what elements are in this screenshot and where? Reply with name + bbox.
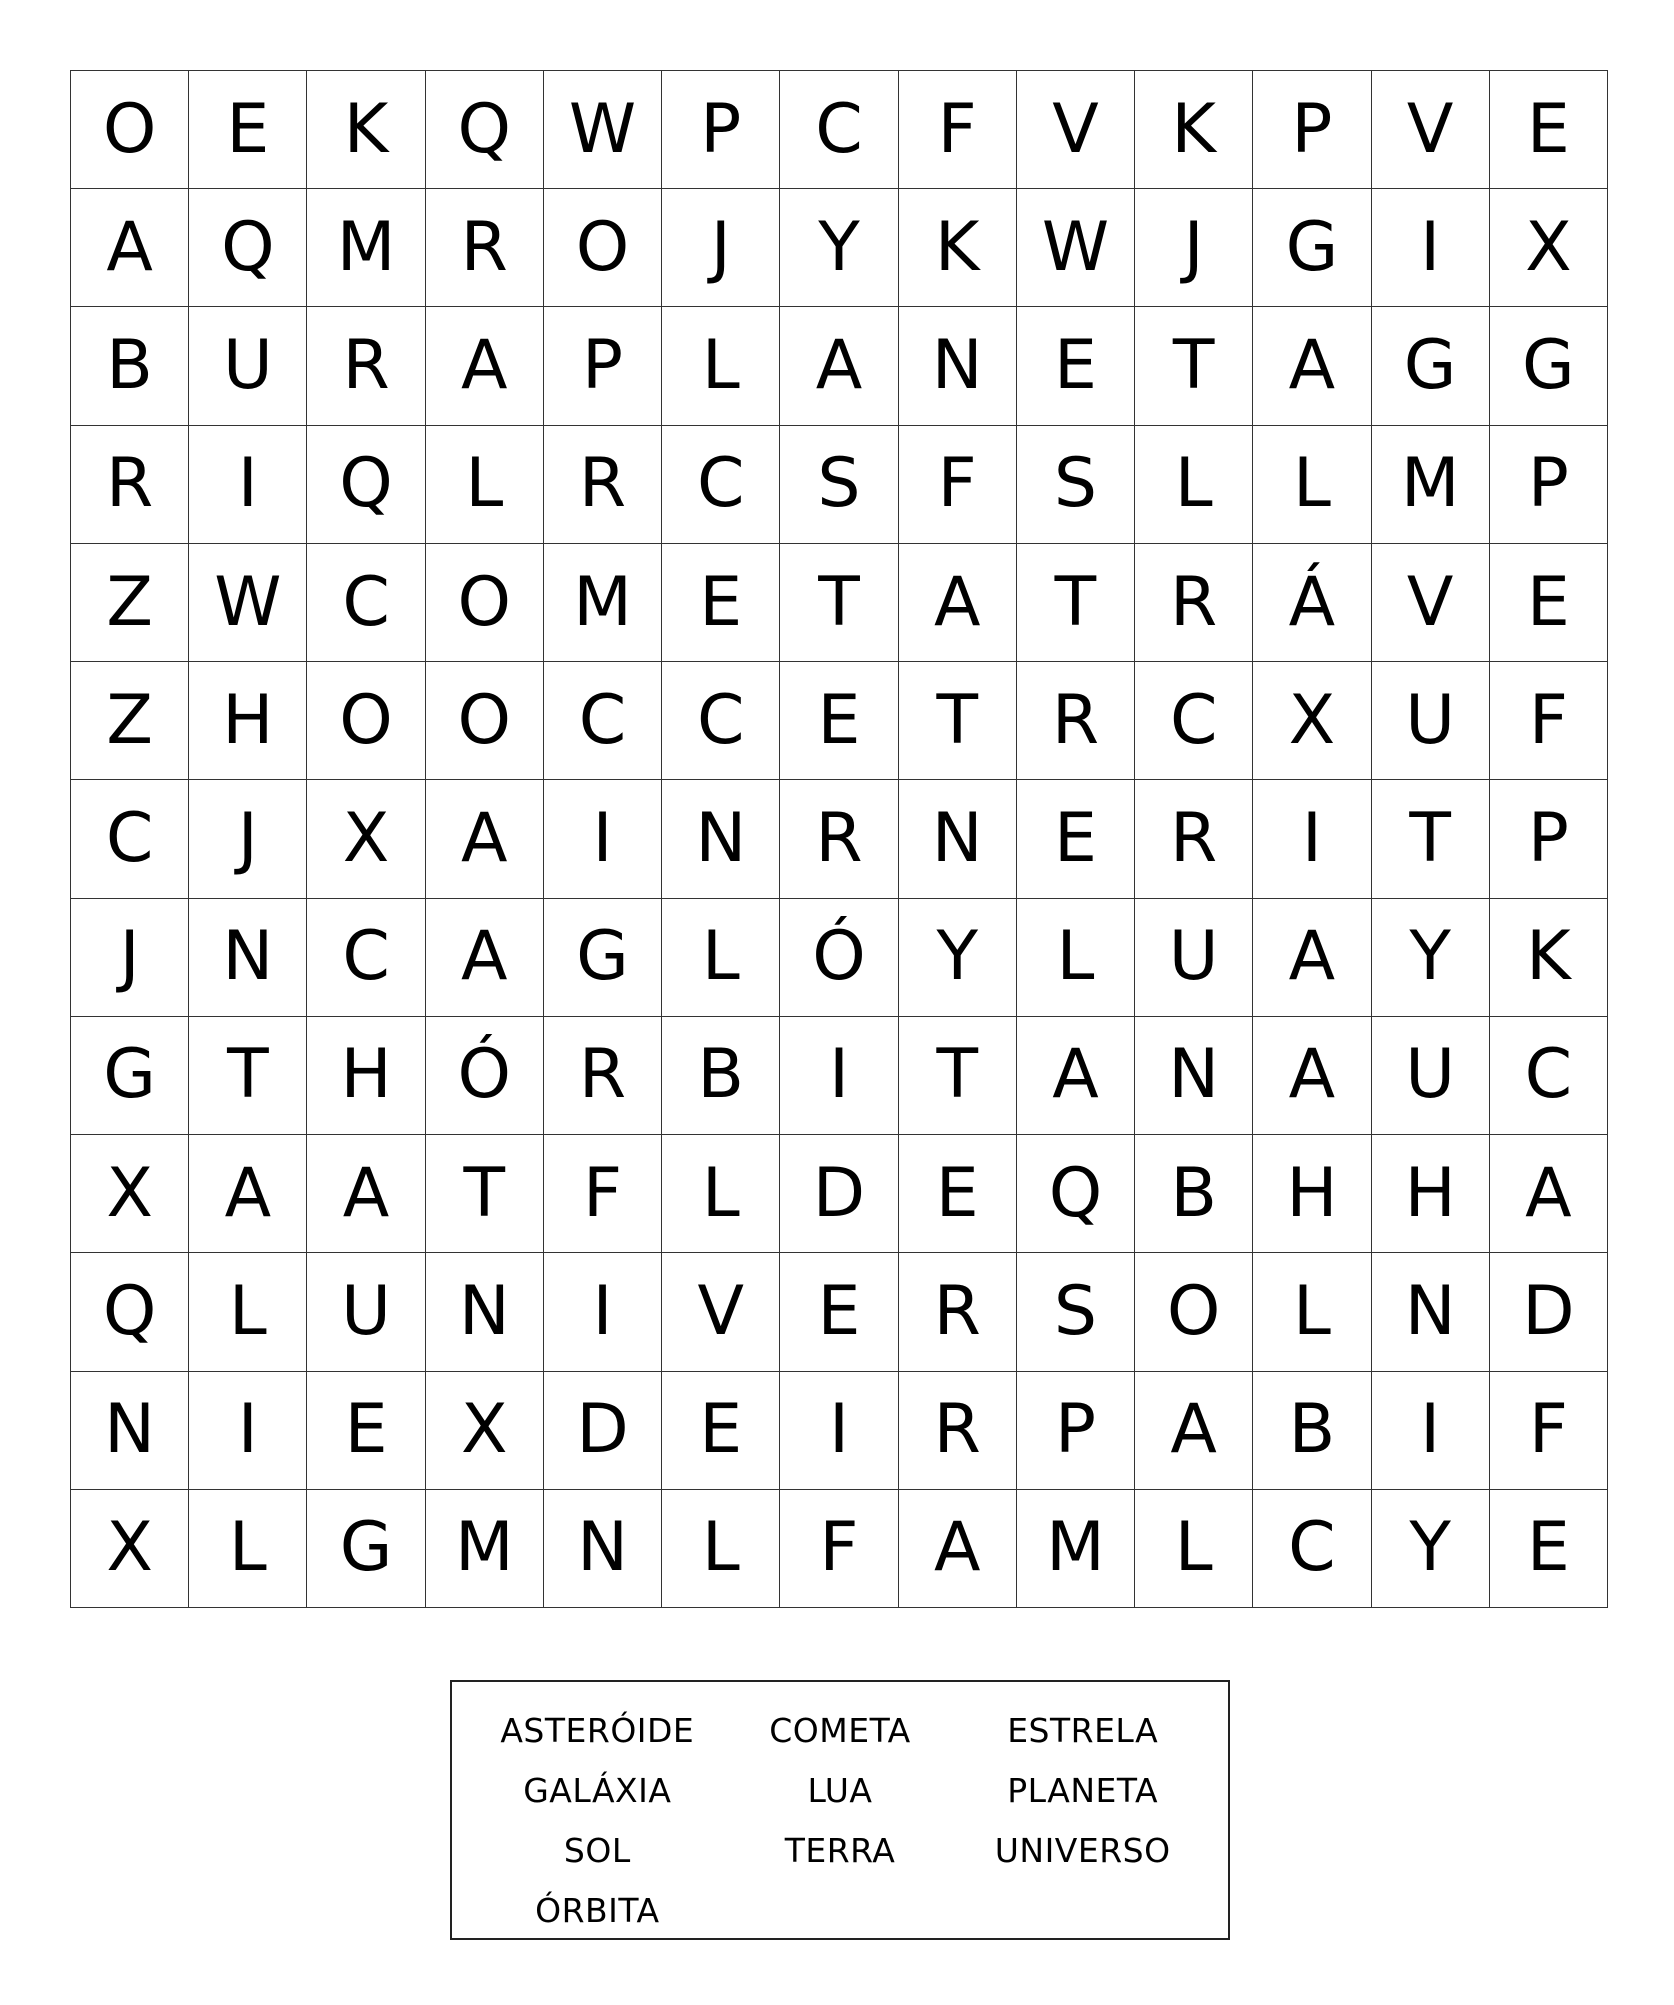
grid-cell[interactable]: O <box>307 662 425 780</box>
grid-cell[interactable]: A <box>189 1135 307 1253</box>
grid-cell[interactable]: S <box>780 426 898 544</box>
grid-cell[interactable]: G <box>307 1490 425 1608</box>
grid-cell[interactable]: I <box>189 426 307 544</box>
grid-cell[interactable]: R <box>307 307 425 425</box>
grid-cell[interactable]: E <box>1490 544 1608 662</box>
grid-cell[interactable]: R <box>899 1372 1017 1490</box>
grid-cell[interactable]: L <box>662 899 780 1017</box>
grid-cell[interactable]: D <box>1490 1253 1608 1371</box>
grid-cell[interactable]: R <box>1017 662 1135 780</box>
grid-cell[interactable]: C <box>662 662 780 780</box>
grid-cell[interactable]: M <box>307 189 425 307</box>
grid-cell[interactable]: F <box>1490 662 1608 780</box>
grid-cell[interactable]: S <box>1017 426 1135 544</box>
grid-cell[interactable]: N <box>189 899 307 1017</box>
grid-cell[interactable]: W <box>189 544 307 662</box>
grid-cell[interactable]: L <box>1135 426 1253 544</box>
word-bank-item: ÓRBITA <box>535 1890 660 1930</box>
grid-cell[interactable]: R <box>899 1253 1017 1371</box>
grid-cell[interactable]: I <box>1372 1372 1490 1490</box>
grid-cell[interactable]: F <box>899 426 1017 544</box>
grid-cell[interactable]: I <box>544 1253 662 1371</box>
grid-cell[interactable]: R <box>1135 780 1253 898</box>
word-bank-item: LUA <box>807 1770 873 1810</box>
grid-cell[interactable]: W <box>1017 189 1135 307</box>
word-bank-item: UNIVERSO <box>994 1830 1171 1870</box>
word-bank-item: TERRA <box>784 1830 896 1870</box>
grid-cell[interactable]: I <box>189 1372 307 1490</box>
grid-cell[interactable]: O <box>544 189 662 307</box>
grid-cell[interactable]: E <box>662 1372 780 1490</box>
grid-cell[interactable]: L <box>1253 426 1371 544</box>
grid-cell[interactable]: L <box>1253 1253 1371 1371</box>
grid-cell[interactable]: T <box>780 544 898 662</box>
grid-cell[interactable]: E <box>1490 1490 1608 1608</box>
grid-cell[interactable]: G <box>1253 189 1371 307</box>
grid-cell[interactable]: Ó <box>426 1017 544 1135</box>
grid-cell[interactable]: P <box>1490 426 1608 544</box>
grid-cell[interactable]: X <box>71 1135 189 1253</box>
grid-cell[interactable]: E <box>1490 71 1608 189</box>
grid-cell[interactable]: A <box>1135 1372 1253 1490</box>
grid-cell[interactable]: I <box>1253 780 1371 898</box>
grid-cell[interactable]: C <box>544 662 662 780</box>
grid-cell[interactable]: E <box>307 1372 425 1490</box>
grid-cell[interactable]: I <box>544 780 662 898</box>
grid-cell[interactable]: E <box>899 1135 1017 1253</box>
grid-cell[interactable]: Q <box>1017 1135 1135 1253</box>
grid-cell[interactable]: T <box>189 1017 307 1135</box>
grid-cell[interactable]: A <box>899 544 1017 662</box>
grid-cell[interactable]: D <box>780 1135 898 1253</box>
grid-cell[interactable]: U <box>1372 662 1490 780</box>
grid-cell[interactable]: P <box>1017 1372 1135 1490</box>
grid-cell[interactable]: K <box>1490 899 1608 1017</box>
grid-cell[interactable]: C <box>1253 1490 1371 1608</box>
grid-cell[interactable]: U <box>307 1253 425 1371</box>
grid-cell[interactable]: G <box>544 899 662 1017</box>
grid-cell[interactable]: R <box>71 426 189 544</box>
grid-cell[interactable]: L <box>662 1135 780 1253</box>
grid-cell[interactable]: Ó <box>780 899 898 1017</box>
grid-cell[interactable]: K <box>1135 71 1253 189</box>
letter-grid <box>70 70 1608 1608</box>
grid-cell[interactable]: A <box>1490 1135 1608 1253</box>
grid-cell[interactable]: C <box>71 780 189 898</box>
grid-cell[interactable]: P <box>1253 71 1371 189</box>
grid-cell[interactable]: X <box>426 1372 544 1490</box>
grid-cell[interactable]: Q <box>189 189 307 307</box>
word-bank-item: COMETA <box>769 1710 911 1750</box>
word-bank-item: PLANETA <box>1007 1770 1159 1810</box>
grid-cell[interactable]: N <box>899 307 1017 425</box>
grid-cell[interactable]: I <box>780 1372 898 1490</box>
grid-cell[interactable]: Y <box>899 899 1017 1017</box>
grid-cell[interactable]: I <box>1372 189 1490 307</box>
grid-cell[interactable]: K <box>307 71 425 189</box>
grid-cell[interactable]: L <box>189 1490 307 1608</box>
grid-cell[interactable]: E <box>780 1253 898 1371</box>
grid-cell[interactable]: N <box>1372 1253 1490 1371</box>
grid-cell[interactable]: L <box>426 426 544 544</box>
grid-cell[interactable]: E <box>662 544 780 662</box>
grid-cell[interactable]: V <box>662 1253 780 1371</box>
grid-cell[interactable]: A <box>307 1135 425 1253</box>
grid-cell[interactable]: Z <box>71 544 189 662</box>
grid-cell[interactable]: F <box>1490 1372 1608 1490</box>
grid-cell[interactable]: K <box>899 189 1017 307</box>
grid-cell[interactable]: U <box>189 307 307 425</box>
grid-cell[interactable]: C <box>1135 662 1253 780</box>
grid-cell[interactable]: J <box>662 189 780 307</box>
grid-cell[interactable]: C <box>780 71 898 189</box>
grid-cell[interactable]: G <box>71 1017 189 1135</box>
grid-cell[interactable]: B <box>662 1017 780 1135</box>
grid-cell[interactable]: O <box>71 71 189 189</box>
grid-cell[interactable]: W <box>544 71 662 189</box>
grid-cell[interactable]: N <box>1135 1017 1253 1135</box>
grid-cell[interactable]: R <box>544 1017 662 1135</box>
grid-cell[interactable]: M <box>1372 426 1490 544</box>
grid-cell[interactable]: L <box>662 307 780 425</box>
grid-cell[interactable]: Q <box>71 1253 189 1371</box>
grid-cell[interactable]: T <box>899 1017 1017 1135</box>
grid-cell[interactable]: N <box>426 1253 544 1371</box>
grid-cell[interactable]: A <box>1253 1017 1371 1135</box>
grid-cell[interactable]: A <box>1253 899 1371 1017</box>
grid-cell[interactable]: C <box>1490 1017 1608 1135</box>
grid-cell[interactable]: A <box>1017 1017 1135 1135</box>
grid-cell[interactable]: G <box>1372 307 1490 425</box>
grid-cell[interactable]: J <box>71 899 189 1017</box>
grid-cell[interactable]: P <box>544 307 662 425</box>
grid-cell[interactable]: L <box>1135 1490 1253 1608</box>
grid-cell[interactable]: H <box>1372 1135 1490 1253</box>
grid-cell[interactable]: R <box>544 426 662 544</box>
word-bank-item: GALÁXIA <box>523 1770 672 1810</box>
grid-cell[interactable]: X <box>71 1490 189 1608</box>
grid-cell[interactable]: B <box>71 307 189 425</box>
grid-cell[interactable]: J <box>189 780 307 898</box>
grid-cell[interactable]: U <box>1372 1017 1490 1135</box>
word-bank-item: ESTRELA <box>1007 1710 1159 1750</box>
grid-cell[interactable]: A <box>426 780 544 898</box>
grid-cell[interactable]: E <box>1017 307 1135 425</box>
grid-cell[interactable]: X <box>307 780 425 898</box>
grid-cell[interactable]: C <box>307 899 425 1017</box>
word-bank <box>450 1680 1230 1940</box>
grid-cell[interactable]: X <box>1490 189 1608 307</box>
grid-cell[interactable]: O <box>426 662 544 780</box>
grid-cell[interactable]: N <box>662 780 780 898</box>
grid-cell[interactable]: A <box>71 189 189 307</box>
grid-cell[interactable]: B <box>1253 1372 1371 1490</box>
grid-cell[interactable]: Y <box>1372 1490 1490 1608</box>
grid-cell[interactable]: T <box>1135 307 1253 425</box>
grid-cell[interactable]: H <box>307 1017 425 1135</box>
grid-cell[interactable]: G <box>1490 307 1608 425</box>
grid-cell[interactable]: L <box>189 1253 307 1371</box>
grid-cell[interactable]: E <box>1017 780 1135 898</box>
grid-cell[interactable]: F <box>780 1490 898 1608</box>
grid-cell[interactable]: U <box>1135 899 1253 1017</box>
grid-cell[interactable]: R <box>1135 544 1253 662</box>
grid-cell[interactable]: F <box>544 1135 662 1253</box>
word-bank-item: SOL <box>563 1830 631 1870</box>
grid-cell[interactable]: P <box>1490 780 1608 898</box>
grid-cell[interactable]: Z <box>71 662 189 780</box>
grid-cell[interactable]: O <box>1135 1253 1253 1371</box>
grid-cell[interactable]: A <box>426 307 544 425</box>
grid-cell[interactable]: Y <box>780 189 898 307</box>
grid-cell[interactable]: R <box>780 780 898 898</box>
grid-cell[interactable]: T <box>1372 780 1490 898</box>
grid-cell[interactable]: A <box>426 899 544 1017</box>
grid-cell[interactable]: A <box>780 307 898 425</box>
grid-cell[interactable]: M <box>426 1490 544 1608</box>
grid-cell[interactable]: N <box>71 1372 189 1490</box>
grid-cell[interactable]: N <box>899 780 1017 898</box>
grid-cell[interactable]: B <box>1135 1135 1253 1253</box>
grid-cell[interactable]: V <box>1372 71 1490 189</box>
grid-cell[interactable]: T <box>1017 544 1135 662</box>
grid-cell[interactable]: X <box>1253 662 1371 780</box>
grid-cell[interactable]: C <box>307 544 425 662</box>
grid-cell[interactable]: H <box>189 662 307 780</box>
grid-cell[interactable]: E <box>189 71 307 189</box>
grid-cell[interactable]: N <box>544 1490 662 1608</box>
grid-cell[interactable]: F <box>899 71 1017 189</box>
grid-cell[interactable]: T <box>899 662 1017 780</box>
grid-cell[interactable]: H <box>1253 1135 1371 1253</box>
grid-cell[interactable]: A <box>899 1490 1017 1608</box>
grid-cell[interactable]: E <box>780 662 898 780</box>
grid-cell[interactable]: Q <box>426 71 544 189</box>
grid-cell[interactable]: L <box>1017 899 1135 1017</box>
grid-cell[interactable]: O <box>426 544 544 662</box>
grid-cell[interactable]: V <box>1017 71 1135 189</box>
grid-cell[interactable]: Q <box>307 426 425 544</box>
grid-cell[interactable]: T <box>426 1135 544 1253</box>
grid-cell[interactable]: D <box>544 1372 662 1490</box>
grid-cell[interactable]: C <box>662 426 780 544</box>
grid-cell[interactable]: M <box>544 544 662 662</box>
grid-cell[interactable]: L <box>662 1490 780 1608</box>
grid-cell[interactable]: I <box>780 1017 898 1135</box>
grid-cell[interactable]: J <box>1135 189 1253 307</box>
grid-cell[interactable]: A <box>1253 307 1371 425</box>
grid-cell[interactable]: M <box>1017 1490 1135 1608</box>
grid-cell[interactable]: Y <box>1372 899 1490 1017</box>
grid-cell[interactable]: P <box>662 71 780 189</box>
grid-cell[interactable]: V <box>1372 544 1490 662</box>
word-bank-item: ASTERÓIDE <box>500 1710 695 1750</box>
grid-cell[interactable]: Á <box>1253 544 1371 662</box>
grid-cell[interactable]: S <box>1017 1253 1135 1371</box>
grid-cell[interactable]: R <box>426 189 544 307</box>
